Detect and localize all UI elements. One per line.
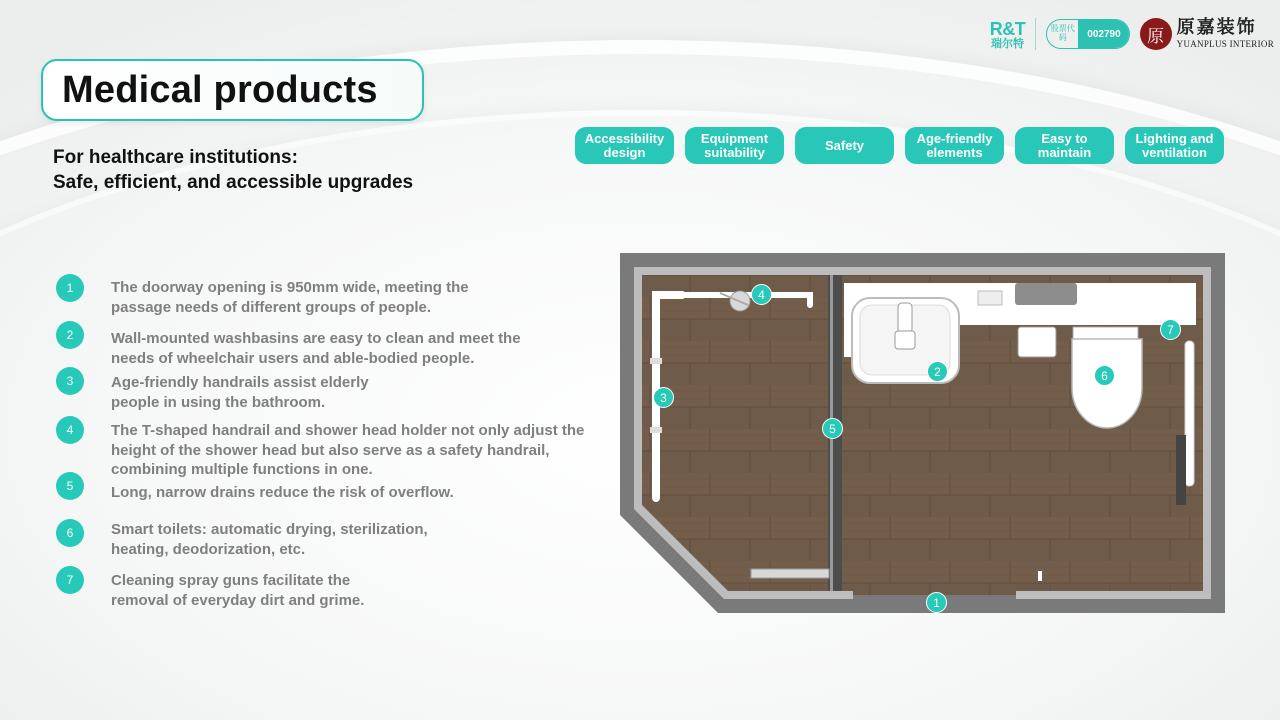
feature-text: The doorway opening is 950mm wide, meeting the passage needs of different groups of people. — [111, 279, 469, 316]
title-box — [41, 59, 424, 121]
subtitle-line-1: For healthcare institutions: — [53, 147, 298, 168]
tag-accessibility: Accessibility design — [575, 127, 674, 164]
feature-text: Wall-mounted washbasins are easy to clean and meet the needs of wheelchair users and able-bodied people. — [111, 330, 521, 367]
header-logos — [990, 18, 1274, 50]
stock-label: 股票代码 — [1047, 20, 1079, 48]
feature-text: Long, narrow drains reduce the risk of overflow. — [111, 484, 454, 501]
yuanplus-logo — [1140, 18, 1274, 50]
plan-marker-1: 1 — [926, 592, 947, 613]
yuanplus-name-en: YUANPLUS INTERIOR — [1176, 39, 1274, 49]
feature-number: 7 — [56, 566, 84, 594]
feature-number: 5 — [56, 472, 84, 500]
plan-marker-2: 2 — [927, 361, 948, 382]
floor-plan-drawing — [620, 253, 1225, 613]
feature-tags — [575, 127, 1224, 164]
rt-logo-cn: 瑞尔特 — [991, 36, 1025, 50]
tag-age-friendly: Age-friendly elements — [905, 127, 1004, 164]
plan-marker-5: 5 — [822, 418, 843, 439]
feature-text: The T-shaped handrail and shower head holder not only adjust the height of the shower head but also serve as a safety handrail, combining multiple functions in one. — [111, 422, 585, 478]
logo-divider — [1035, 18, 1036, 50]
feature-number: 1 — [56, 274, 84, 302]
plan-marker-4: 4 — [751, 284, 772, 305]
rt-logo — [990, 20, 1026, 49]
subtitle-line-2: Safe, efficient, and accessible upgrades — [53, 172, 414, 193]
stock-code-badge — [1046, 19, 1129, 49]
yuanplus-name-cn: 原嘉装饰 — [1176, 17, 1257, 38]
yuanplus-mark-icon: 原 — [1140, 18, 1172, 50]
feature-number: 6 — [56, 519, 84, 547]
feature-text: Cleaning spray guns facilitate the removal of everyday dirt and grime. — [111, 572, 365, 609]
tag-maintenance: Easy to maintain — [1015, 127, 1114, 164]
page-title: Medical products — [62, 68, 378, 111]
tag-lighting: Lighting and ventilation — [1125, 127, 1224, 164]
feature-text: Smart toilets: automatic drying, sterilization, heating, deodorization, etc. — [111, 521, 428, 558]
tag-equipment: Equipment suitability — [685, 127, 784, 164]
tag-safety: Safety — [795, 127, 894, 164]
rt-logo-en: R&T — [989, 18, 1026, 39]
plan-marker-3: 3 — [653, 387, 674, 408]
stock-code: 002790 — [1079, 20, 1128, 48]
bathroom-floor-plan — [620, 253, 1225, 613]
feature-text: Age-friendly handrails assist elderly people in using the bathroom. — [111, 374, 369, 411]
feature-number: 4 — [56, 416, 84, 444]
feature-number: 3 — [56, 367, 84, 395]
plan-marker-6: 6 — [1094, 365, 1115, 386]
feature-number: 2 — [56, 321, 84, 349]
plan-marker-7: 7 — [1160, 319, 1181, 340]
subtitle — [53, 145, 413, 195]
